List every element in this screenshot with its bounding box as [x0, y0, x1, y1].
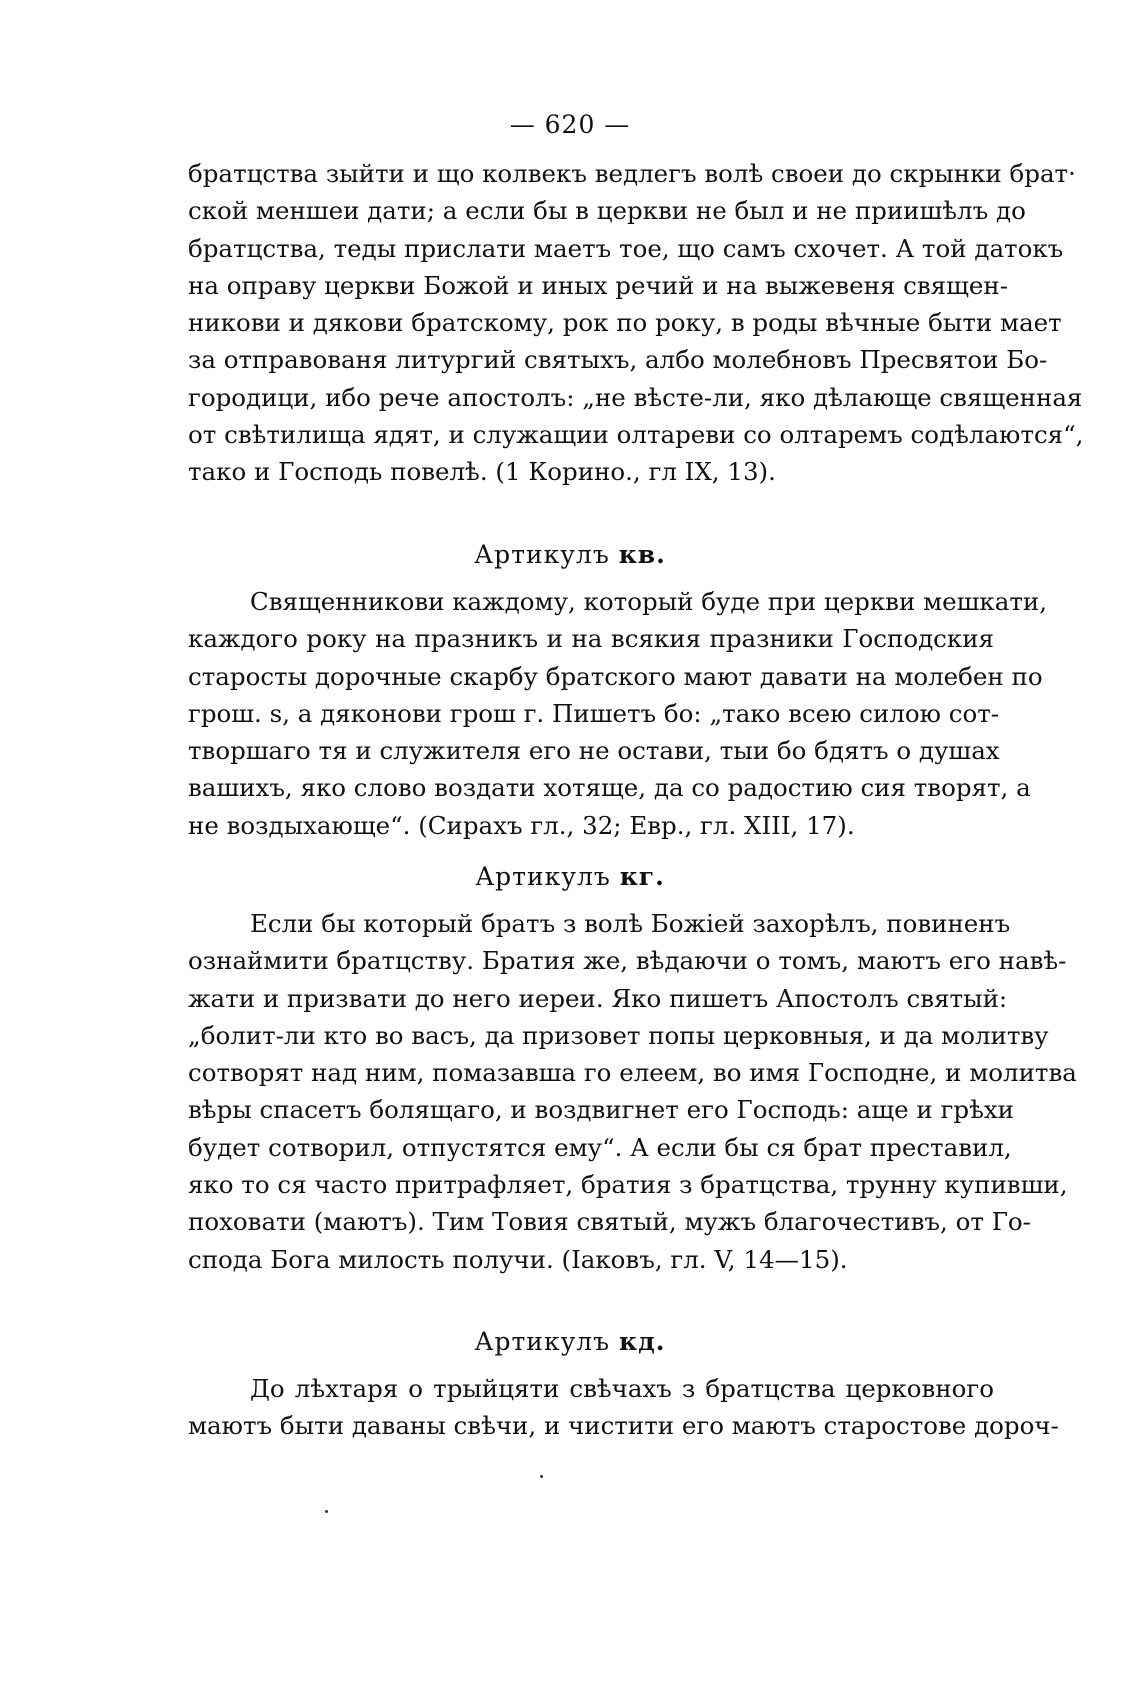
article-label: Артикулъ [474, 540, 610, 569]
text-line: братцства зыйти и що колвекъ ведлегъ волѣ своеи до скрынки брат· [188, 159, 1076, 188]
article-label: Артикулъ [475, 862, 611, 891]
text-line: Священникови каждому, который буде при церкви мешкати, [250, 587, 1047, 616]
text-line: вашихъ, яко слово воздати хотяще, да со радостию сия творят, а [188, 773, 1031, 803]
paragraph-article-23 [188, 905, 1077, 1278]
text-line: каждого року на празникъ и на всякия празники Господския [188, 624, 994, 654]
article-heading-24 [0, 1327, 1140, 1356]
text-line: Если бы который братъ з волѣ Божіей захорѣлъ, повиненъ [250, 909, 1011, 938]
paragraph-article-24 [188, 1370, 1059, 1445]
article-number: кд. [619, 1327, 666, 1356]
text-line: поховати (маютъ). Тим Товия святый, мужъ благочестивъ, от Го- [188, 1207, 1031, 1237]
text-line: жати и призвати до него иереи. Яко пишетъ Апостолъ святый: [188, 983, 1008, 1013]
article-heading-23 [0, 862, 1140, 891]
article-number: кг. [619, 862, 665, 891]
text-line: городици, ибо рече апостолъ: „не вѣсте-ли, яко дѣлающе священная [188, 382, 1083, 412]
article-label: Артикулъ [474, 1327, 611, 1356]
paragraph-continuation [188, 155, 1084, 491]
text-line: от свѣтилища ядят, и служащии олтареви со олтаремъ содѣлаются“, [188, 420, 1084, 450]
text-line: сотворят над ним, помазавша го елеем, во имя Господне, и молитва [188, 1058, 1077, 1088]
text-line: тако и Господь повелѣ. (1 Корино., гл IX, 13). [188, 457, 776, 487]
paragraph-article-22 [188, 583, 1047, 844]
text-line: старосты дорочные скарбу братского мают давати на молебен по [188, 661, 1043, 691]
text-line: братцства, теды прислати маетъ тое, що самъ схочет. А той датокъ [188, 233, 1064, 263]
text-line: До лѣхтаря о трыйцяти свѣчахъ з братцства церковного [250, 1374, 994, 1403]
text-line: не воздыхающе“. (Сирахъ гл., 32; Евр., гл. XIII, 17). [188, 810, 855, 840]
scan-speck [540, 1475, 543, 1478]
scan-speck [325, 1510, 328, 1513]
text-line: будет сотворил, отпустятся ему“. А если бы ся брат преставил, [188, 1132, 1012, 1162]
text-line: ской меншеи дати; а если бы в церкви не был и не приишѣлъ до [188, 196, 1026, 226]
text-line: яко то ся часто притрафляет, братия з братцства, трунну купивши, [188, 1170, 1068, 1200]
text-line: творшаго тя и служителя его не остави, тыи бо бдятъ о душах [188, 736, 1000, 766]
text-line: на оправу церкви Божой и иных речий и на выжевеня священ- [188, 270, 1009, 300]
text-line: „болит-ли кто во васъ, да призовет попы церковныя, и да молитву [188, 1020, 1049, 1050]
text-line: никови и дякови братскому, рок по року, в роды вѣчные быти мает [188, 308, 1062, 338]
page-number: — 620 — [509, 110, 631, 139]
text-line: маютъ быти даваны свѣчи, и чистити его маютъ старостове дороч- [188, 1411, 1059, 1441]
text-line: грош. ѕ, а дяконови грош г. Пишетъ бо: „тако всею силою сот- [188, 698, 1000, 728]
text-line: спода Бога милость получи. (Іаковъ, гл. V, 14—15). [188, 1244, 848, 1274]
article-heading-22 [0, 540, 1140, 569]
article-number: кв. [618, 540, 666, 569]
text-line: вѣры спасетъ болящаго, и воздвигнет его Господь: аще и грѣхи [188, 1095, 1014, 1125]
text-line: ознаймити братцству. Братия же, вѣдаючи о томъ, маютъ его навѣ- [188, 946, 1067, 976]
text-line: за отправованя литургий святыхъ, албо молебновъ Пресвятои Бо- [188, 345, 1048, 375]
